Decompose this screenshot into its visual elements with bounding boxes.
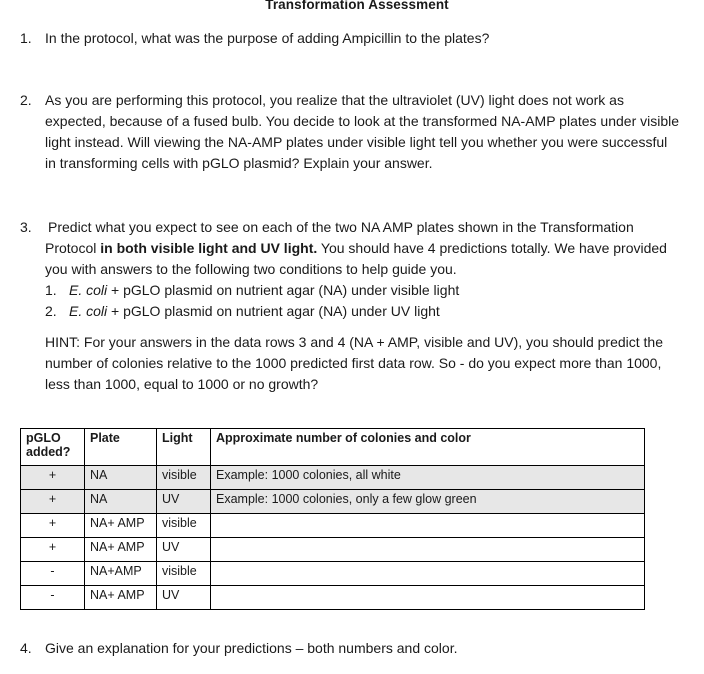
question-number: 3. [20,219,32,235]
cell-light: visible [157,466,211,490]
question-text-part: You should have 4 predictions totally. We have provided you with answers to the following two conditions to help guide you. [45,240,667,277]
header-plate: Plate [85,429,157,466]
cell-colonies: Example: 1000 colonies, all white [211,466,645,490]
question-text [20,217,680,280]
cell-colonies-answer[interactable] [211,586,645,610]
header-pglo: pGLO added? [21,429,85,466]
cell-pglo: - [21,586,85,610]
cell-colonies-answer[interactable] [211,514,645,538]
table-row [21,562,645,586]
header-colonies: Approximate number of colonies and color [211,429,645,466]
cell-light: visible [157,562,211,586]
table-row [21,490,645,514]
cell-light: visible [157,514,211,538]
cell-colonies-answer[interactable] [211,538,645,562]
condition-item [20,301,680,322]
cell-colonies: Example: 1000 colonies, only a few glow green [211,490,645,514]
cell-plate: NA [85,466,157,490]
question-text-emphasis: in both visible light and UV light. [100,240,318,256]
table-row [21,586,645,610]
cell-colonies-answer[interactable] [211,562,645,586]
condition-text: + pGLO plasmid on nutrient agar (NA) under UV light [107,303,440,319]
cell-pglo: + [21,514,85,538]
condition-item [20,280,680,301]
question-text: In the protocol, what was the purpose of adding Ampicillin to the plates? [45,30,490,46]
condition-number: 2. [45,303,57,319]
cell-plate: NA+ AMP [85,586,157,610]
question-text: As you are performing this protocol, you realize that the ultraviolet (UV) light does not work as expected, because of a fused bulb. You decide to look at the transformed NA-AMP plates under visible light instead. Will viewing the NA-AMP plates under visible light tell you whether you were successful in transforming cells with pGLO plasmid? Explain your answer. [45,92,680,171]
cell-pglo: + [21,538,85,562]
condition-text: + pGLO plasmid on nutrient agar (NA) under visible light [107,282,460,298]
cell-plate: NA [85,490,157,514]
cell-plate: NA+ AMP [85,514,157,538]
question-number: 1. [20,30,32,46]
table-row [21,514,645,538]
header-light: Light [157,429,211,466]
cell-light: UV [157,538,211,562]
question-number: 4. [20,640,32,656]
cell-light: UV [157,490,211,514]
cell-pglo: + [21,466,85,490]
table-header-row [21,429,645,466]
question-text-part: Predict what you expect to see on each of the two NA AMP plates shown in the Transformation Protocol [45,219,634,256]
cell-pglo: - [21,562,85,586]
table-row [21,538,645,562]
table-row [21,466,645,490]
question-text: Give an explanation for your predictions – both numbers and color. [45,640,458,656]
hint-text: HINT: For your answers in the data rows 3 and 4 (NA + AMP, visible and UV), you should predict the number of colonies relative to the 1000 predicted first data row. So - do you expect more than 1000, less than 1000, equal to 1000 or no growth? [45,334,663,392]
cell-pglo: + [21,490,85,514]
cell-plate: NA+AMP [85,562,157,586]
question-1 [20,28,680,49]
condition-number: 1. [45,282,57,298]
question-4 [20,638,680,659]
cell-plate: NA+ AMP [85,538,157,562]
page-title: Transformation Assessment [265,0,449,12]
predictions-table [20,428,645,610]
question-2 [20,90,680,174]
condition-organism: E. coli [69,282,108,298]
question-number: 2. [20,92,32,108]
cell-light: UV [157,586,211,610]
question-3 [20,217,680,395]
condition-organism: E. coli [69,303,108,319]
